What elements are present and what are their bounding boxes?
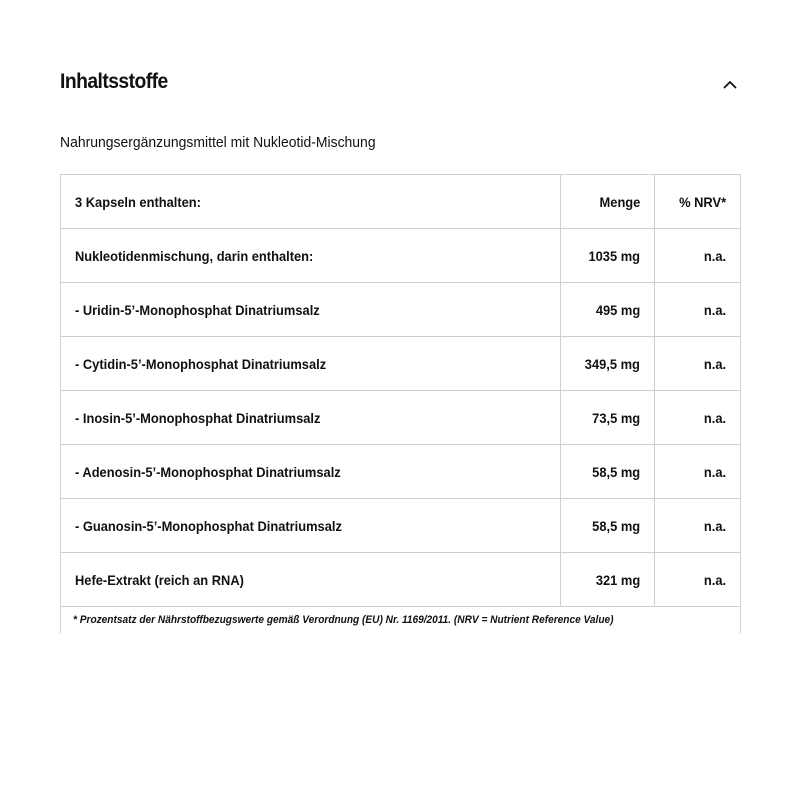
- row-nrv: n.a.: [655, 553, 741, 607]
- row-nrv: n.a.: [655, 283, 741, 337]
- row-nrv: n.a.: [655, 499, 741, 553]
- section-header[interactable]: [60, 68, 740, 100]
- row-name: - Guanosin-5’-Monophosphat Dinatriumsalz: [61, 499, 561, 553]
- row-amount: 58,5 mg: [561, 499, 655, 553]
- row-name: - Adenosin-5’-Monophosphat Dinatriumsalz: [61, 445, 561, 499]
- row-amount: 349,5 mg: [561, 337, 655, 391]
- row-nrv: n.a.: [655, 337, 741, 391]
- row-name: Nukleotidenmischung, darin enthalten:: [61, 229, 561, 283]
- table-row: [61, 229, 741, 283]
- row-nrv: n.a.: [655, 391, 741, 445]
- collapse-toggle-button[interactable]: [720, 74, 740, 94]
- section-title: Inhaltsstoffe: [60, 70, 168, 93]
- ingredients-table: [60, 174, 741, 633]
- header-name: 3 Kapseln enthalten:: [61, 175, 561, 229]
- table-row: [61, 553, 741, 607]
- row-amount: 1035 mg: [561, 229, 655, 283]
- table-row: [61, 445, 741, 499]
- table-row: [61, 337, 741, 391]
- row-name: - Cytidin-5’-Monophosphat Dinatriumsalz: [61, 337, 561, 391]
- row-name: - Uridin-5’-Monophosphat Dinatriumsalz: [61, 283, 561, 337]
- row-name: - Inosin-5’-Monophosphat Dinatriumsalz: [61, 391, 561, 445]
- section-subtitle: Nahrungsergänzungsmittel mit Nukleotid-Mischung: [60, 134, 376, 151]
- row-nrv: n.a.: [655, 445, 741, 499]
- footnote-row: [61, 607, 741, 633]
- table-footnote: * Prozentsatz der Nährstoffbezugswerte gemäß Verordnung (EU) Nr. 1169/2011. (NRV = Nutrient Reference Value): [61, 607, 741, 633]
- table-row: [61, 391, 741, 445]
- header-nrv: % NRV*: [655, 175, 741, 229]
- table-row: [61, 499, 741, 553]
- row-amount: 73,5 mg: [561, 391, 655, 445]
- header-amount: Menge: [561, 175, 655, 229]
- row-name: Hefe-Extrakt (reich an RNA): [61, 553, 561, 607]
- table-header-row: [61, 175, 741, 229]
- row-nrv: n.a.: [655, 229, 741, 283]
- row-amount: 321 mg: [561, 553, 655, 607]
- chevron-up-icon: [723, 80, 737, 89]
- row-amount: 58,5 mg: [561, 445, 655, 499]
- table-row: [61, 283, 741, 337]
- row-amount: 495 mg: [561, 283, 655, 337]
